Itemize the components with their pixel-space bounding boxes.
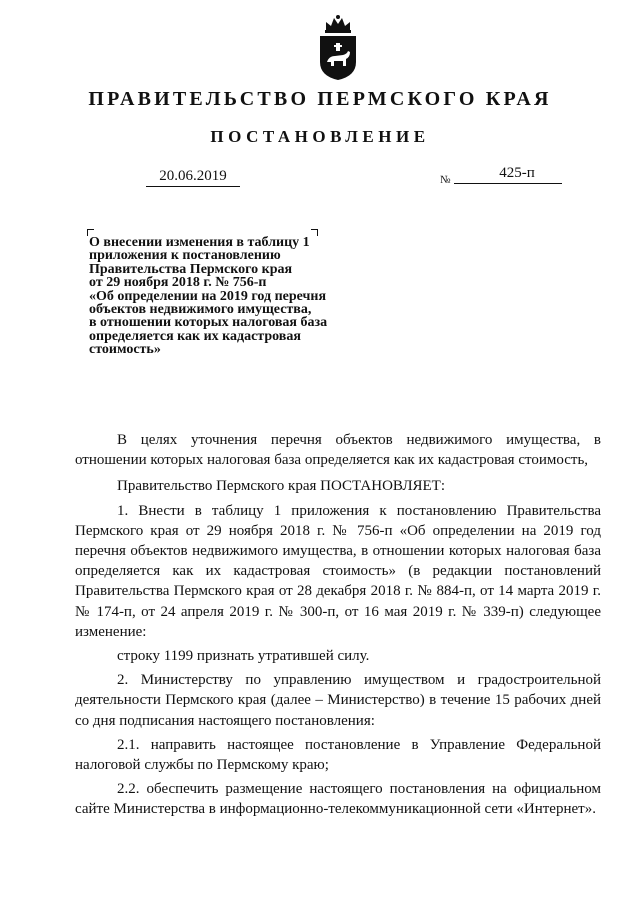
subject-line: стоимость»: [89, 342, 161, 358]
subject-bracket-right: [311, 229, 318, 236]
paragraph-item-1-change: строку 1199 признать утратившей силу.: [117, 648, 370, 665]
paragraph-item-2-2: 2.2. обеспечить размещение настоящего постановления на официальном сайте Министерства в информационно-телекоммуникационной сети «Интернет».: [75, 781, 601, 818]
subject-line: приложения к постановлению: [89, 248, 281, 264]
number-label: №: [440, 174, 451, 186]
government-title: ПРАВИТЕЛЬСТВО ПЕРМСКОГО КРАЯ: [88, 88, 552, 110]
subject-line: от 29 ноября 2018 г. № 756-п: [89, 275, 267, 291]
subject-line: О внесении изменения в таблицу 1: [89, 235, 310, 250]
document-subject: [89, 236, 379, 357]
document-date: 20.06.2019: [146, 166, 240, 187]
paragraph-item-2-1: 2.1. направить настоящее постановление в Управление Федеральной налоговой службы по Пермскому краю;: [75, 736, 601, 774]
subject-line: «Об определении на 2019 год перечня: [89, 288, 327, 304]
paragraph-item-2: 2. Министерству по управлению имуществом и градостроительной деятельности Пермского края (далее – Министерство) в течение 15 рабочих дней со дня подписания настоящего постановления:: [75, 672, 601, 729]
paragraph-preamble: В целях уточнения перечня объектов недвижимого имущества, в отношении которых налоговая база определяется как их кадастровая стоимость,: [75, 432, 601, 469]
document-number: 425-п: [454, 163, 562, 184]
paragraph-item-1: 1. Внести в таблицу 1 приложения к постановлению Правительства Пермского края от 29 ноября 2018 г. № 756-п «Об определении на 2019 год перечня объектов недвижимого имущества, в отношении которых налоговая база определяется как их кадастровая стоимость» (в редакции постановлений Правительства Пермского края от 28 декабря 2018 г. № 884-п, от 14 марта 2019 г. № 174-п, от 24 апреля 2019 г. № 300-п, от 16 мая 2019 г. № 339-п) следующее изменение:: [75, 502, 601, 640]
document-type: ПОСТАНОВЛЕНИЕ: [210, 127, 430, 146]
document-body: [75, 430, 601, 824]
subject-line: Правительства Пермского края: [89, 261, 293, 277]
subject-line: в отношении которых налоговая база: [89, 315, 328, 331]
paragraph-resolves: Правительство Пермского края ПОСТАНОВЛЯЕТ:: [117, 478, 446, 495]
coat-of-arms-icon: [315, 14, 361, 82]
subject-line: определяется как их кадастровая: [89, 328, 301, 344]
subject-line: объектов недвижимого имущества,: [89, 302, 312, 318]
